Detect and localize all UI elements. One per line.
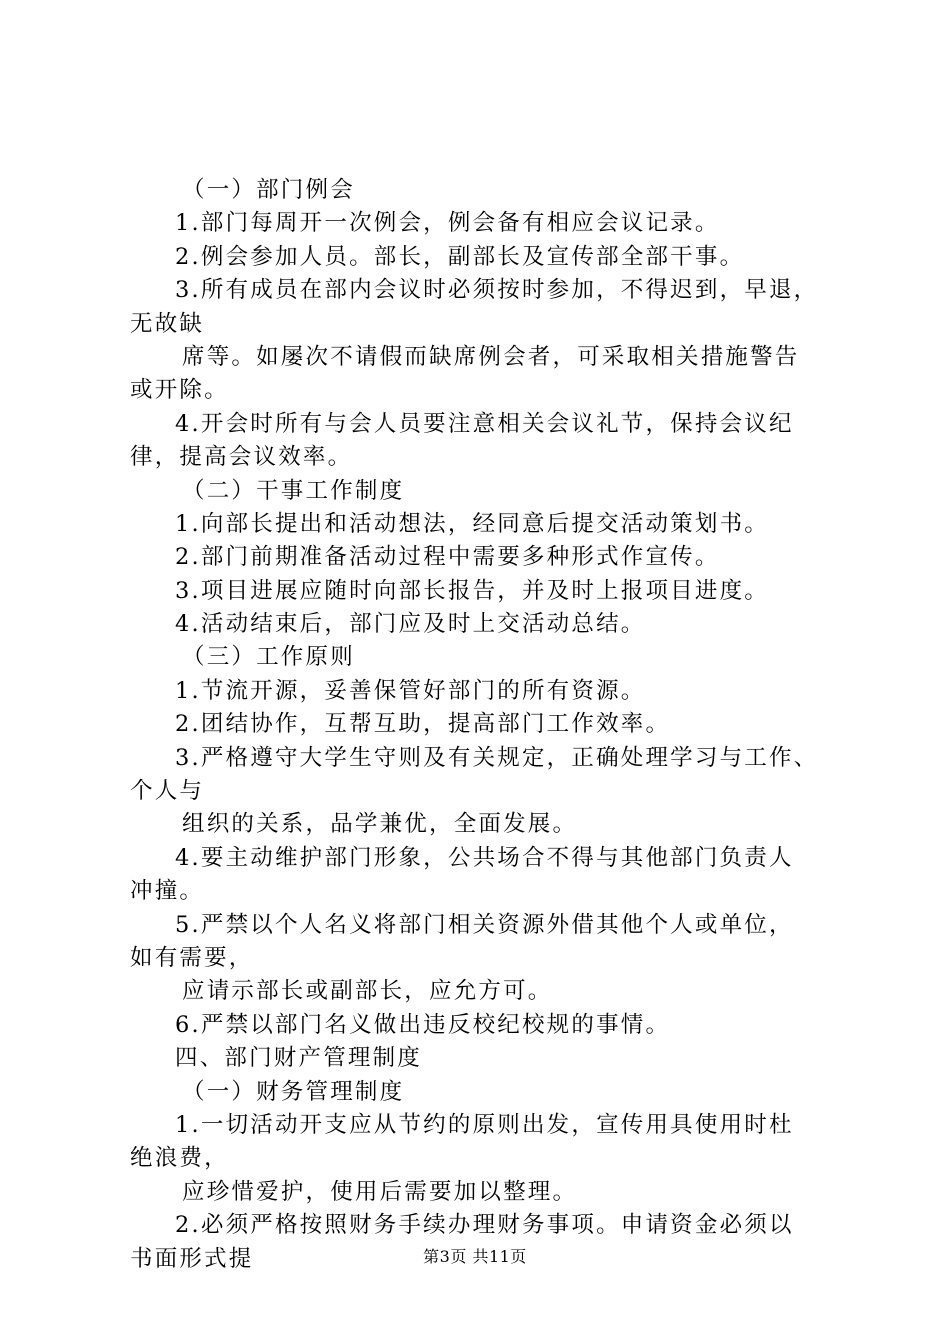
text-line: 四、部门财产管理制度 xyxy=(175,1045,423,1072)
text-line: （三）工作原则 xyxy=(182,644,355,671)
text-line: 组织的关系，品学兼优，全面发展。 xyxy=(182,811,578,838)
text-line: 或开除。 xyxy=(130,377,229,404)
text-line: 1.向部长提出和活动想法，经同意后提交活动策划书。 xyxy=(175,510,769,537)
text-line: 4.开会时所有与会人员要注意相关会议礼节，保持会议纪 xyxy=(175,410,794,437)
text-line: 4.要主动维护部门形象，公共场合不得与其他部门负责人 xyxy=(175,844,794,871)
text-line: （一）部门例会 xyxy=(182,177,355,203)
text-line: 2.必须严格按照财务手续办理财务事项。申请资金必须以 xyxy=(175,1212,794,1239)
text-line: 冲撞。 xyxy=(130,878,205,905)
text-line: 2.例会参加人员。部长，副部长及宣传部全部干事。 xyxy=(175,243,745,270)
text-line: （一）财务管理制度 xyxy=(182,1078,405,1105)
text-line: 1.部门每周开一次例会，例会备有相应会议记录。 xyxy=(175,210,720,237)
text-line: 4.活动结束后，部门应及时上交活动总结。 xyxy=(175,611,646,638)
text-line: 如有需要， xyxy=(130,944,254,971)
text-line: 1.节流开源，妥善保管好部门的所有资源。 xyxy=(175,677,646,704)
text-line: 2.部门前期准备活动过程中需要多种形式作宣传。 xyxy=(175,544,720,571)
text-line: （二）干事工作制度 xyxy=(182,477,405,504)
text-line: 律，提高会议效率。 xyxy=(130,444,353,471)
text-line: 无故缺 xyxy=(130,310,205,337)
page-footer: 第3页 共11页 xyxy=(423,1247,527,1266)
text-line: 书面形式提 xyxy=(130,1245,254,1272)
text-line: 应珍惜爱护，使用后需要加以整理。 xyxy=(182,1178,578,1205)
text-line: 3.项目进展应随时向部长报告，并及时上报项目进度。 xyxy=(175,577,769,604)
text-line: 6.严禁以部门名义做出违反校纪校规的事情。 xyxy=(175,1011,671,1038)
text-line: 5.严禁以个人名义将部门相关资源外借其他个人或单位， xyxy=(175,911,794,938)
text-line: 席等。如屡次不请假而缺席例会者，可采取相关措施警告 xyxy=(182,343,800,370)
text-line: 1.一切活动开支应从节约的原则出发，宣传用具使用时杜 xyxy=(175,1111,794,1138)
document-body xyxy=(130,174,835,1276)
text-line: 2.团结协作，互帮互助，提高部门工作效率。 xyxy=(175,711,671,738)
text-line: 个人与 xyxy=(130,778,205,805)
text-line: 3.所有成员在部内会议时必须按时参加，不得迟到，早退， xyxy=(175,277,819,304)
text-line: 绝浪费， xyxy=(130,1145,229,1172)
text-line: 3.严格遵守大学生守则及有关规定，正确处理学习与工作、 xyxy=(175,744,819,771)
text-line: 应请示部长或副部长，应允方可。 xyxy=(182,978,553,1005)
